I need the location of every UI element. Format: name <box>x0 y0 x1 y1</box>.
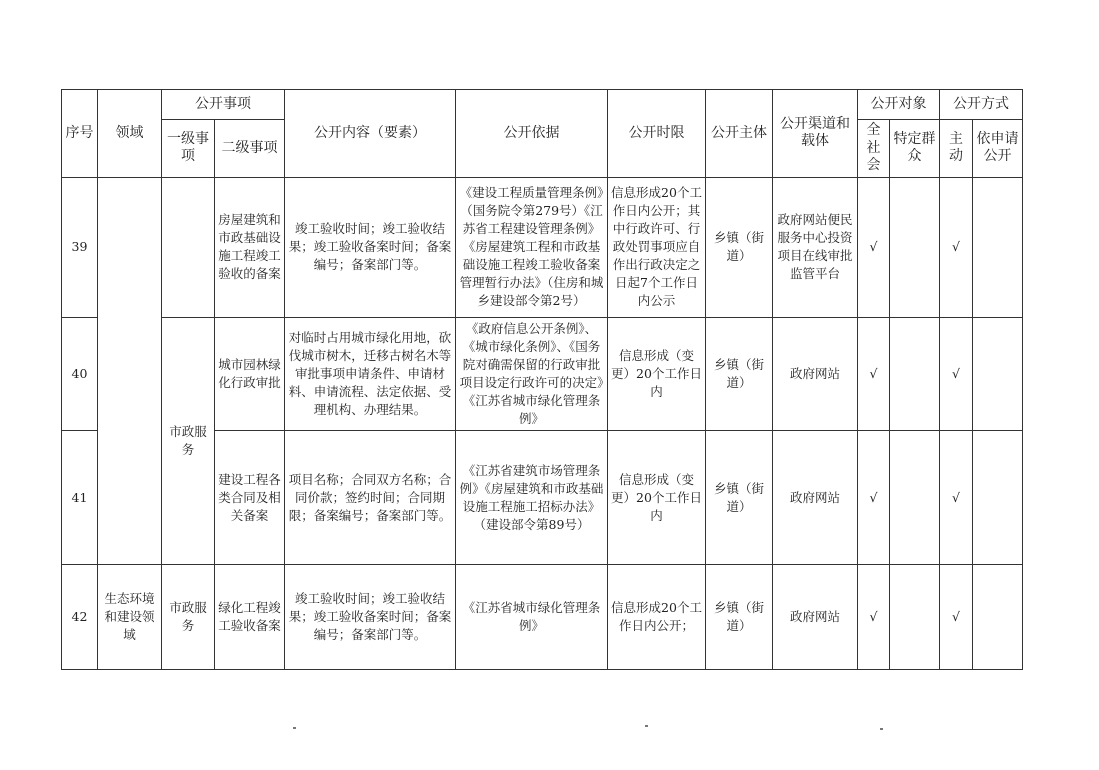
row-content: 竣工验收时间；竣工验收结果；竣工验收备案时间；备案编号；备案部门等。 <box>285 177 456 317</box>
row-level2: 绿化工程竣工验收备案 <box>215 565 285 670</box>
header-seq: 序号 <box>62 90 98 178</box>
header-channel: 公开渠道和载体 <box>773 90 858 178</box>
row-content: 对临时占用城市绿化用地，砍伐城市树木，迁移古树名木等审批事项申请条件、申请材料、申请流程、法定依据、受理机构、办理结果。 <box>285 317 456 431</box>
row-active: √ <box>940 431 973 565</box>
row-subject: 乡镇（街道） <box>706 431 773 565</box>
header-specific: 特定群众 <box>890 120 940 178</box>
row-on-request <box>973 177 1023 317</box>
header-target: 公开对象 <box>858 90 940 120</box>
scan-speck <box>645 725 648 727</box>
row-field: 生态环境和建设领域 <box>98 565 162 670</box>
row-field-empty <box>98 177 162 565</box>
row-active: √ <box>940 317 973 431</box>
row-content: 竣工验收时间；竣工验收结果；竣工验收备案时间；备案编号；备案部门等。 <box>285 565 456 670</box>
header-timelimit: 公开时限 <box>608 90 706 178</box>
row-level2: 建设工程各类合同及相关备案 <box>215 431 285 565</box>
row-all-society: √ <box>858 317 890 431</box>
header-method: 公开方式 <box>940 90 1023 120</box>
row-level2: 城市园林绿化行政审批 <box>215 317 285 431</box>
header-on-request: 依申请公开 <box>973 120 1023 178</box>
row-level2: 房屋建筑和市政基础设施工程竣工验收的备案 <box>215 177 285 317</box>
row-level1-empty <box>162 177 215 317</box>
row-on-request <box>973 431 1023 565</box>
row-all-society: √ <box>858 177 890 317</box>
row-seq: 42 <box>62 565 98 670</box>
header-active: 主动 <box>940 120 973 178</box>
row-channel: 政府网站 <box>773 431 858 565</box>
row-basis: 《江苏省城市绿化管理条例》 <box>456 565 608 670</box>
row-specific <box>890 431 940 565</box>
header-items: 公开事项 <box>162 90 285 120</box>
row-all-society: √ <box>858 565 890 670</box>
header-content: 公开内容（要素） <box>285 90 456 178</box>
table-row <box>62 565 1023 670</box>
row-active: √ <box>940 565 973 670</box>
header-basis: 公开依据 <box>456 90 608 178</box>
header-all-society: 全社会 <box>858 120 890 178</box>
row-subject: 乡镇（街道） <box>706 177 773 317</box>
row-channel: 政府网站 <box>773 317 858 431</box>
row-channel: 政府网站便民服务中心投资项目在线审批监管平台 <box>773 177 858 317</box>
row-timelimit: 信息形成20个工作日内公开； <box>608 565 706 670</box>
table-row <box>62 317 1023 431</box>
row-on-request <box>973 317 1023 431</box>
row-seq: 39 <box>62 177 98 317</box>
row-timelimit: 信息形成（变更）20个工作日内 <box>608 431 706 565</box>
row-on-request <box>973 565 1023 670</box>
table-row <box>62 177 1023 317</box>
row-specific <box>890 317 940 431</box>
row-specific <box>890 177 940 317</box>
row-basis: 《政府信息公开条例》、《城市绿化条例》、《国务院对确需保留的行政审批项目设定行政许可的决定》《江苏省城市绿化管理条例》 <box>456 317 608 431</box>
row-basis: 《江苏省建筑市场管理条例》《房屋建筑和市政基础设施工程施工招标办法》（建设部令第89号） <box>456 431 608 565</box>
row-timelimit: 信息形成20个工作日内公开；其中行政许可、行政处罚事项应自作出行政决定之日起7个工作日内公示 <box>608 177 706 317</box>
row-specific <box>890 565 940 670</box>
row-seq: 41 <box>62 431 98 565</box>
scan-speck <box>293 727 296 729</box>
row-all-society: √ <box>858 431 890 565</box>
header-level1: 一级事项 <box>162 120 215 178</box>
scan-speck <box>880 728 883 730</box>
row-level1: 市政服务 <box>162 565 215 670</box>
row-content: 项目名称；合同双方名称；合同价款；签约时间；合同期限；备案编号；备案部门等。 <box>285 431 456 565</box>
row-seq: 40 <box>62 317 98 431</box>
header-field: 领域 <box>98 90 162 178</box>
row-level1-merged: 市政服务 <box>162 317 215 565</box>
row-subject: 乡镇（街道） <box>706 565 773 670</box>
header-subject: 公开主体 <box>706 90 773 178</box>
row-active: √ <box>940 177 973 317</box>
row-basis: 《建设工程质量管理条例》（国务院令第279号）《江苏省工程建设管理条例》《房屋建筑工程和市政基础设施工程竣工验收备案管理暂行办法》（住房和城乡建设部令第2号） <box>456 177 608 317</box>
row-subject: 乡镇（街道） <box>706 317 773 431</box>
row-timelimit: 信息形成（变更）20个工作日内 <box>608 317 706 431</box>
header-level2: 二级事项 <box>215 120 285 178</box>
disclosure-table <box>61 89 1023 670</box>
row-channel: 政府网站 <box>773 565 858 670</box>
